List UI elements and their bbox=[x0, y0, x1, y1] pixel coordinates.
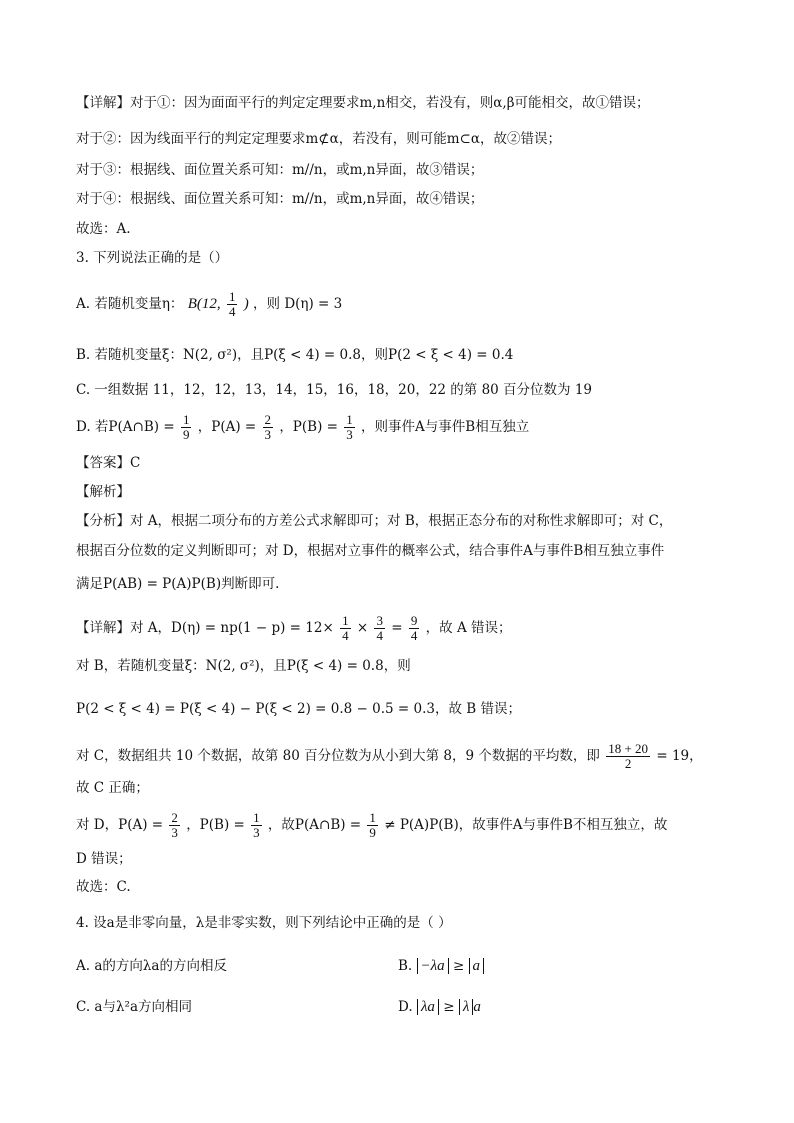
choice-line-2: 故选：C. bbox=[76, 879, 131, 895]
fraction-1-9b: $\frac{1}{9}$ bbox=[369, 810, 376, 840]
option-3c: C. 一组数据 11，12，12，13，14，15，16，18，20，22 的第 80 百分位数为 19 bbox=[76, 382, 593, 398]
fraction-1-3: $\frac{1}{3}$ bbox=[346, 412, 353, 442]
detail-d-part2: ，P(B) = bbox=[186, 817, 245, 833]
fraction-2-3: $\frac{2}{3}$ bbox=[264, 412, 272, 442]
choice-line: 故选：A. bbox=[76, 221, 131, 237]
detail-c-line-2: 故 C 正确； bbox=[76, 780, 149, 796]
answer-label: 【答案】C bbox=[76, 455, 141, 471]
abs-neg-lambda-a: −λa bbox=[417, 958, 449, 974]
ge-sign-b: ≥ bbox=[452, 958, 465, 974]
abs-lambda-a: λa bbox=[417, 999, 439, 1015]
option-4c: C. a与λ²a方向相同 bbox=[76, 999, 192, 1015]
option-3d-part2: ，P(A) = bbox=[197, 419, 257, 435]
question-3: 3. 下列说法正确的是（） bbox=[76, 250, 229, 266]
detail-d-part3: ，故P(A∩B) = bbox=[267, 817, 362, 833]
abs-lambda: λ bbox=[459, 999, 474, 1015]
detail-c-part1: 对 C，数据组共 10 个数据，故第 80 百分位数为从小到大第 8，9 个数据的平均数，即 bbox=[76, 748, 600, 764]
option-3d-part1: D. 若P(A∩B) = bbox=[76, 419, 175, 435]
times-sign: × bbox=[356, 620, 369, 636]
binom-open: B(12, bbox=[187, 296, 221, 312]
option-3a-suffix: ，则 D(η) = 3 bbox=[253, 296, 343, 312]
fraction-2-3b: $\frac{2}{3}$ bbox=[171, 810, 178, 840]
detail-line-1: 【详解】对于①：因为面面平行的判定定理要求m,n相交，若没有，则α,β可能相交，故①错误； bbox=[76, 95, 650, 111]
fraction-1-4b: $\frac{1}{4}$ bbox=[342, 613, 349, 643]
detail-c-line-1 bbox=[76, 742, 703, 771]
detail-line-4: 对于④：根据线、面位置关系可知：m//n，或m,n异面，故④错误； bbox=[76, 191, 484, 207]
fraction-1-9: $\frac{1}{9}$ bbox=[182, 412, 190, 442]
analysis-line-3: 满足P(AB) = P(A)P(B)判断即可. bbox=[76, 576, 280, 592]
fraction-3-4: $\frac{3}{4}$ bbox=[376, 613, 383, 643]
binom-close: ) bbox=[243, 296, 249, 312]
vector-a: a bbox=[473, 999, 481, 1015]
option-4b bbox=[398, 956, 484, 976]
detail-a bbox=[76, 614, 512, 643]
detail-line-2: 对于②：因为线面平行的判定定理要求m⊄α，若没有，则可能m⊂α，故②错误； bbox=[76, 131, 561, 147]
detail-a-part2: ，故 A 错误； bbox=[425, 620, 512, 636]
option-3a bbox=[76, 290, 342, 319]
fraction-9-4: $\frac{9}{4}$ bbox=[410, 613, 418, 643]
option-3d bbox=[76, 413, 529, 442]
equals-sign: = bbox=[391, 620, 403, 636]
detail-b-line-2: P(2 < ξ < 4) = P(ξ < 4) − P(ξ < 2) = 0.8 − 0.5 = 0.3，故 B 错误； bbox=[76, 701, 521, 717]
detail-b-line-1: 对 B，若随机变量ξ：N(2, σ²)，且P(ξ < 4) = 0.8，则 bbox=[76, 658, 411, 674]
detail-a-part1: 【详解】对 A，D(η) = np(1 − p) = 12× bbox=[76, 620, 334, 636]
option-4a: A. a的方向λa的方向相反 bbox=[76, 958, 227, 974]
fraction-1-4: $\frac{1}{4}$ bbox=[228, 289, 236, 319]
detail-d-part1: 对 D，P(A) = bbox=[76, 817, 164, 833]
option-3b: B. 若随机变量ξ：N(2, σ²)，且P(ξ < 4) = 0.8，则P(2 < ξ < 4) = 0.4 bbox=[76, 347, 514, 363]
option-3a-prefix: A. 若随机变量η： bbox=[76, 296, 184, 312]
question-4: 4. 设a是非零向量，λ是非零实数，则下列结论中正确的是（ ） bbox=[76, 915, 452, 931]
detail-d-line-1 bbox=[76, 811, 667, 840]
option-3d-part3: ，P(B) = bbox=[279, 419, 338, 435]
detail-d-part4: ≠ P(A)P(B)，故事件A与事件B不相互独立，故 bbox=[384, 817, 668, 833]
detail-line-3: 对于③：根据线、面位置关系可知：m//n，或m,n异面，故③错误； bbox=[76, 162, 484, 178]
analysis-line-2: 根据百分位数的定义判断即可；对 D，根据对立事件的概率公式，结合事件A与事件B相互独立事件 bbox=[76, 543, 665, 559]
option-4d bbox=[398, 997, 481, 1017]
fraction-1-3b: $\frac{1}{3}$ bbox=[253, 810, 260, 840]
option-4d-label: D. bbox=[398, 999, 413, 1015]
detail-d-line-2: D 错误； bbox=[76, 851, 132, 867]
option-4b-label: B. bbox=[398, 958, 413, 974]
option-3d-part4: ，则事件A与事件B相互独立 bbox=[361, 419, 530, 435]
analysis-line-1: 【分析】对 A，根据二项分布的方差公式求解即可；对 B，根据正态分布的对称性求解即可；对 C， bbox=[76, 513, 673, 529]
ge-sign-d: ≥ bbox=[443, 999, 455, 1015]
abs-a: a bbox=[469, 958, 485, 974]
detail-c-part2: = 19， bbox=[656, 748, 703, 764]
fraction-average: $\frac{18 + 20}{2}$ bbox=[608, 741, 649, 771]
analysis-label: 【解析】 bbox=[76, 484, 130, 500]
